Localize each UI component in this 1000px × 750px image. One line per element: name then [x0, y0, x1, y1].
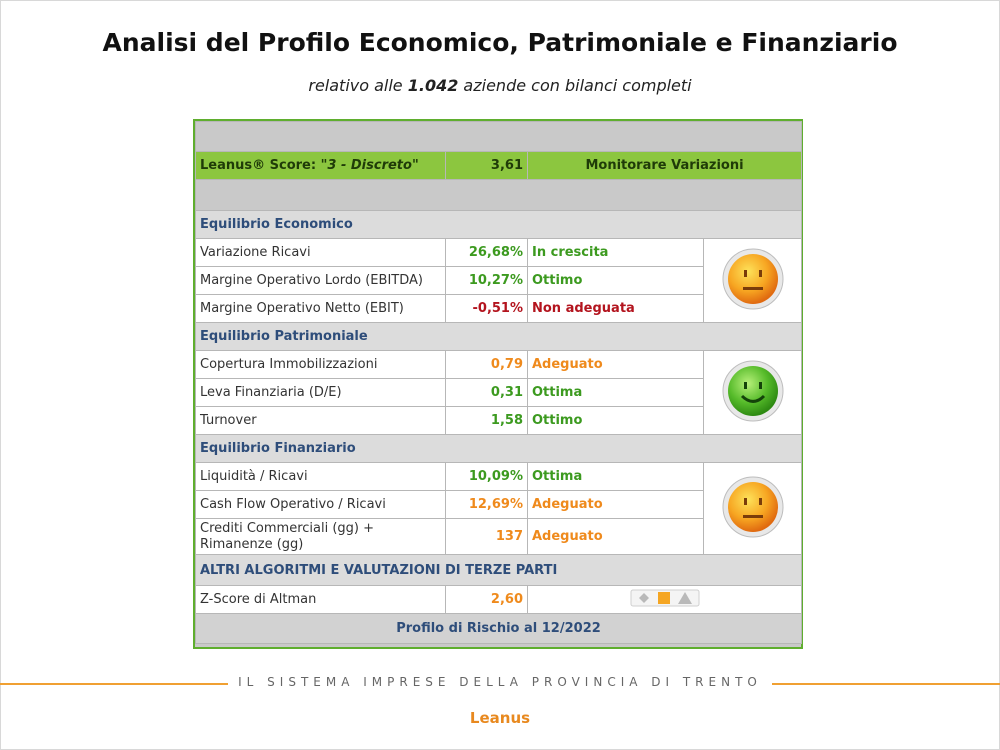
table-row	[196, 586, 802, 614]
table-row	[196, 239, 802, 267]
smile-face-icon	[722, 360, 784, 422]
face-cell	[704, 463, 802, 555]
row-value: 10,09%	[446, 463, 528, 491]
row-value: 0,79	[446, 351, 528, 379]
row-value: 137	[446, 519, 528, 555]
row-value: 12,69%	[446, 491, 528, 519]
score-value: 3,61	[446, 152, 528, 180]
neutral-face-icon	[722, 248, 784, 310]
section-header: Equilibrio Economico	[196, 211, 802, 239]
row-assessment: Adeguato	[528, 519, 704, 555]
row-assessment: Ottimo	[528, 407, 704, 435]
row-assessment: Ottima	[528, 379, 704, 407]
face-cell	[704, 239, 802, 323]
row-label: Margine Operativo Lordo (EBITDA)	[196, 267, 446, 295]
page-title: Analisi del Profilo Economico, Patrimoniale e Finanziario	[102, 28, 898, 57]
score-row	[196, 152, 802, 180]
row-label: Copertura Immobilizzazioni	[196, 351, 446, 379]
risk-profile-label: Profilo di Rischio al 12/2022	[196, 614, 802, 644]
row-assessment: Non adeguata	[528, 295, 704, 323]
row-label: Liquidità / Ricavi	[196, 463, 446, 491]
spacer-row	[196, 180, 802, 211]
row-assessment: Ottima	[528, 463, 704, 491]
section-header: Equilibrio Finanziario	[196, 435, 802, 463]
risk-indicator-icon	[630, 589, 700, 607]
row-label: Cash Flow Operativo / Ricavi	[196, 491, 446, 519]
leanus-logo: Leanus	[469, 709, 531, 727]
score-status: Monitorare Variazioni	[528, 152, 802, 180]
zscore-value: 2,60	[446, 586, 528, 614]
page-subtitle: relativo alle 1.042 aziende con bilanci completi	[308, 76, 692, 95]
score-card	[193, 119, 803, 649]
row-value: 0,31	[446, 379, 528, 407]
row-label: Crediti Commerciali (gg) + Rimanenze (gg)	[196, 519, 446, 555]
row-assessment: Adeguato	[528, 491, 704, 519]
neutral-face-icon	[722, 476, 784, 538]
row-label: Margine Operativo Netto (EBIT)	[196, 295, 446, 323]
row-label: Variazione Ricavi	[196, 239, 446, 267]
square-icon	[658, 592, 670, 604]
row-assessment: Adeguato	[528, 351, 704, 379]
footer-tagline: IL SISTEMA IMPRESE DELLA PROVINCIA DI TRENTO	[238, 675, 762, 689]
row-label: Leva Finanziaria (D/E)	[196, 379, 446, 407]
row-assessment: Ottimo	[528, 267, 704, 295]
table-row	[196, 351, 802, 379]
row-value: 10,27%	[446, 267, 528, 295]
row-value: 26,68%	[446, 239, 528, 267]
zscore-indicator	[528, 586, 802, 614]
spacer-row	[196, 122, 802, 152]
score-label: Leanus® Score: "3 - Discreto"	[196, 152, 446, 180]
row-label: Turnover	[196, 407, 446, 435]
row-value: 1,58	[446, 407, 528, 435]
zscore-label: Z-Score di Altman	[196, 586, 446, 614]
row-value: -0,51%	[446, 295, 528, 323]
section-header: ALTRI ALGORITMI E VALUTAZIONI DI TERZE PARTI	[196, 555, 802, 586]
section-header: Equilibrio Patrimoniale	[196, 323, 802, 351]
score-table	[195, 121, 802, 644]
risk-profile-row	[196, 614, 802, 644]
table-row	[196, 463, 802, 491]
face-cell	[704, 351, 802, 435]
row-assessment: In crescita	[528, 239, 704, 267]
